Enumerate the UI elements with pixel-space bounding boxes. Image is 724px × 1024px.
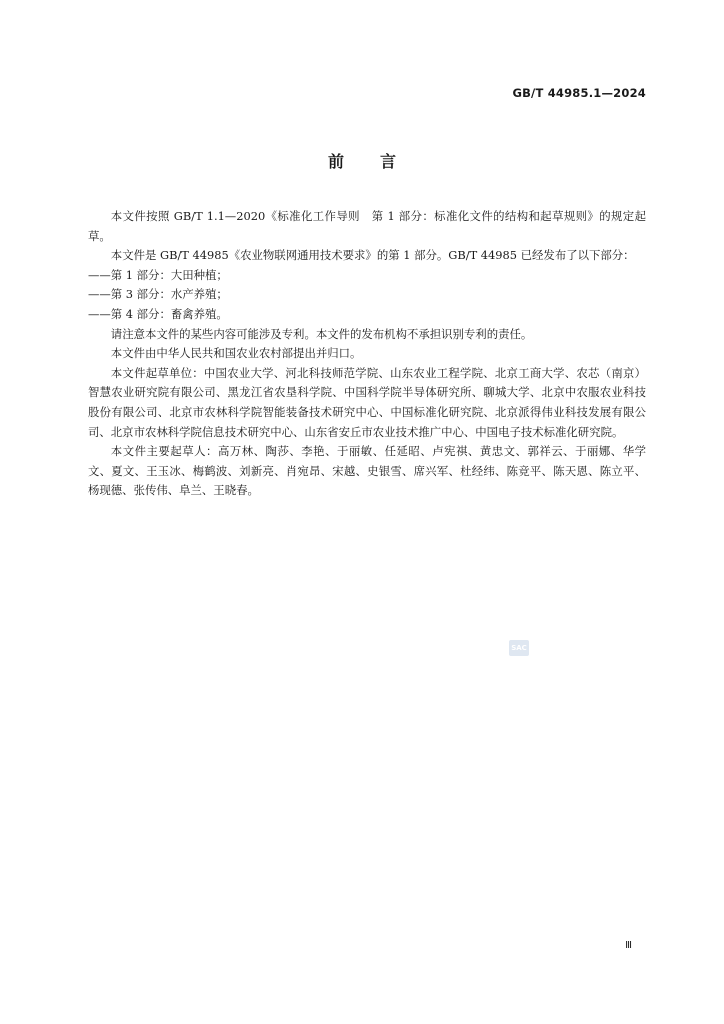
list-item: ——第 1 部分：大田种植； [88,267,228,282]
page-number: Ⅲ [625,940,632,951]
document-body [88,207,646,501]
list-item: ——第 4 部分：畜禽养殖。 [88,306,228,321]
paragraph-series-parts: 本文件是 GB/T 44985《农业物联网通用技术要求》的第 1 部分。GB/T 44985 已经发布了以下部分： [110,248,635,263]
page-title [0,149,724,172]
paragraph-drafting-units: 本文件起草单位：中国农业大学、河北科技师范学院、山东农业工程学院、北京工商大学、农芯（南京）智慧农业研究院有限公司、黑龙江省农垦科学院、中国科学院半导体研究所、聊城大学、北京中农服农业科技股份有限公司、北京市农林科学院智能装备技术研究中心、中国标准化研究院、北京派得伟业科技发展有限公司、北京市农林科学院信息技术研究中心、山东省安丘市农业技术推广中心、中国电子技术标准化研究院。 [88,365,646,439]
page-title-text: 前言 [327,152,432,171]
sac-watermark-logo: SAC [509,640,529,656]
list-item: ——第 3 部分：水产养殖； [88,287,228,302]
paragraph-drafting-rules: 本文件按照 GB/T 1.1—2020《标准化工作导则 第 1 部分：标准化文件的结构和起草规则》的规定起草。 [88,209,646,243]
paragraph-patent-notice: 请注意本文件的某些内容可能涉及专利。本文件的发布机构不承担识别专利的责任。 [110,326,533,341]
standard-code: GB/T 44985.1—2024 [512,86,646,100]
paragraph-drafters: 本文件主要起草人：高万林、陶莎、李艳、于丽敏、任延昭、卢宪祺、黄忠文、郭祥云、于丽娜、华学文、夏文、王玉冰、梅鹤波、刘新亮、肖宛昂、宋越、史银雪、席兴军、杜经纬、陈竞平、陈天恩、陈立平、杨现德、张传伟、阜兰、王晓春。 [88,444,646,498]
paragraph-proposer: 本文件由中华人民共和国农业农村部提出并归口。 [110,346,362,361]
